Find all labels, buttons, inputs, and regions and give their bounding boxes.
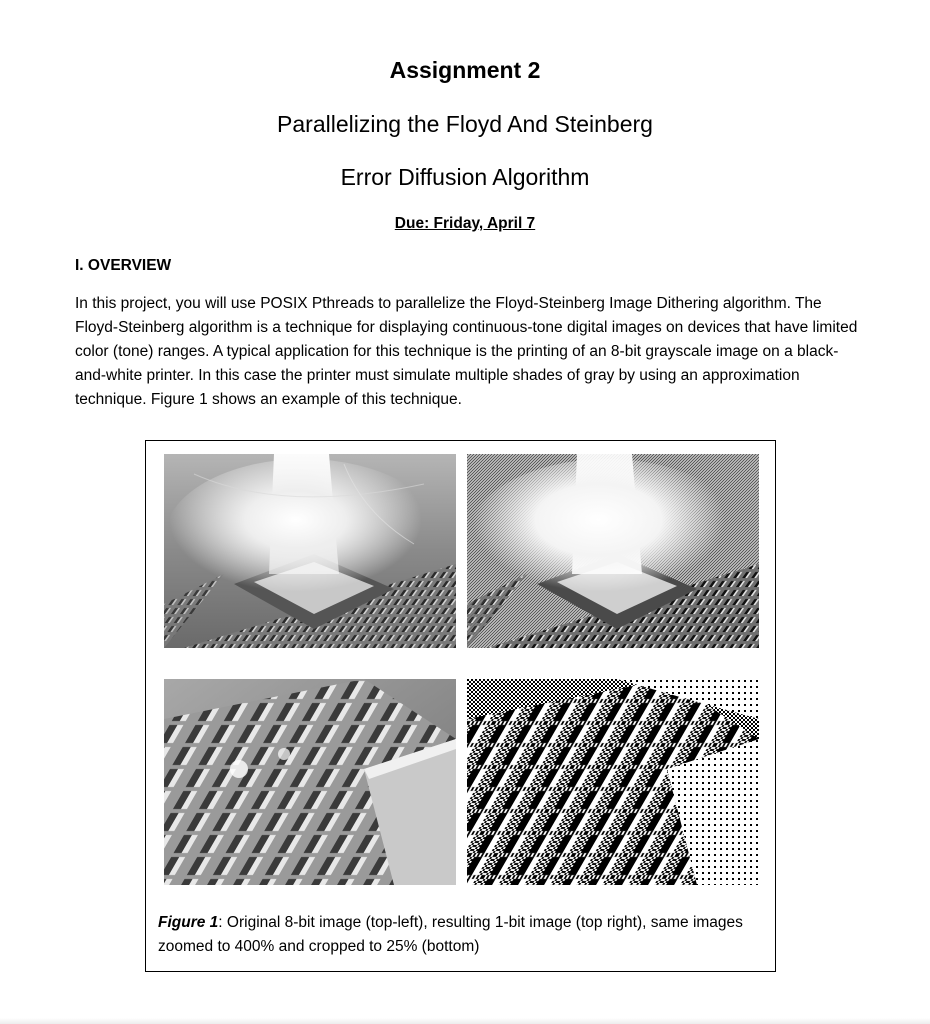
original-8bit-image xyxy=(164,454,456,648)
dithered-1bit-image xyxy=(467,454,759,648)
figure-caption xyxy=(158,911,758,959)
section-heading-overview: I. OVERVIEW xyxy=(75,257,172,274)
dithered-zoomed-cropped xyxy=(467,679,759,885)
figure-caption-text: : Original 8-bit image (top-left), resulting 1-bit image (top right), same images zoomed to 400% and cropped to 25% (bottom) xyxy=(158,914,743,955)
subtitle-line-1: Parallelizing the Floyd And Steinberg xyxy=(277,111,653,137)
figure-1 xyxy=(145,440,776,972)
page-bottom-edge xyxy=(0,1018,930,1024)
subtitle-line-2: Error Diffusion Algorithm xyxy=(340,164,590,190)
due-date: Due: Friday, April 7 xyxy=(394,215,536,232)
figure-label: Figure 1 xyxy=(158,914,219,931)
original-zoomed-cropped xyxy=(164,679,456,885)
assignment-title: Assignment 2 xyxy=(389,57,541,83)
overview-paragraph: In this project, you will use POSIX Pthreads to parallelize the Floyd-Steinberg Image Dithering algorithm. The Floyd-Steinberg algorithm is a technique for displaying continuous-tone digital images on devices that have limited color (tone) ranges. A typical application for this technique is the printing of an 8-bit grayscale image on a black-and-white printer. In this case the printer must simulate multiple shades of gray by using an approximation technique. Figure 1 shows an example of this technique. xyxy=(75,295,858,408)
